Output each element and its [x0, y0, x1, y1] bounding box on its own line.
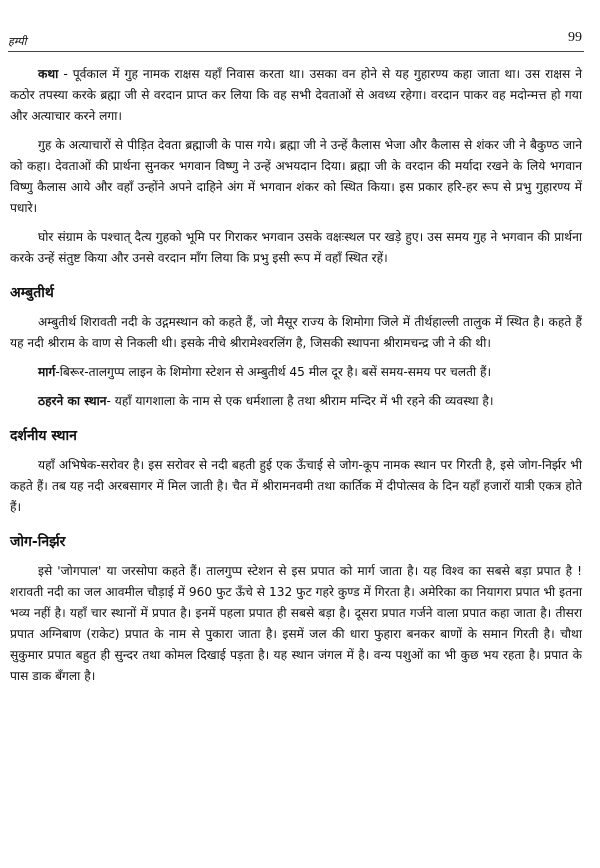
stay-text: - यहाँ यागशाला के नाम से एक धर्मशाला है तथा श्रीराम मन्दिर में भी रहने की व्यवस्था है। [106, 394, 494, 408]
jog-heading: जोग-निर्झर [10, 534, 66, 550]
running-title: हम्पी [8, 35, 27, 48]
header-rule [8, 51, 584, 52]
ambutirth-heading: अम्बुतीर्थ [10, 285, 54, 301]
jog-paragraph: इसे 'जोगपाल' या जरसोपा कहते हैं। तालगुप्प स्टेशन से इस प्रपात को मार्ग जाता है। यह विश्व का सबसे बड़ा प्रपात है ! शरावती नदी का जल आवमील चौड़ाई में 960 फुट ऊँचे से 132 फुट गहरे कुण्ड में गिरता है। अमेरिका का नियागरा प्रपात भी इतना भव्य नहीं है। यहाँ चार स्थानों में प्रपात है। इनमें पहला प्रपात ही सबसे बड़ा है। दूसरा प्रपात गर्जने वाला प्रपात कहा जाता है। तीसरा प्रपात अग्निबाण (राकेट) प्रपात के नाम से पुकारा जाता है। इसमें जल की धारा फुहारा बनकर बाणों के समान गिरती है। चौथा सुकुमार प्रपात बहुत ही सुन्दर तथा कोमल दिखाई पड़ता है। यह स्थान जंगल में है। वन्य पशुओं का भी कुछ भय रहता है। प्रपात के पास डाक बँगला है। [10, 564, 582, 683]
route-label: मार्ग [38, 365, 56, 379]
katha-paragraph-3: घोर संग्राम के पश्चात् दैत्य गुहको भूमि पर गिराकर भगवान उसके वक्षःस्थल पर खड़े हुए। उस समय गुह ने भगवान की प्रार्थना करके उन्हें संतुष्ट किया और उनसे वरदान माँग लिया कि प्रभु इसी रूप में वहाँ स्थित रहें। [10, 230, 582, 265]
katha-paragraph-1 [10, 64, 582, 127]
darshaniya-heading: दर्शनीय स्थान [10, 428, 77, 444]
darshaniya-paragraph: यहाँ अभिषेक-सरोवर है। इस सरोवर से नदी बहती हुई एक ऊँचाई से जोग-कूप नामक स्थान पर गिरती है, इसे जोग-निर्झर भी कहते हैं। तब यह नदी अरबसागर में मिल जाती है। चैत में श्रीरामनवमी तथा कार्तिक में दीपोत्सव के दिन यहाँ हजारों यात्री एकत्र होते हैं। [10, 458, 582, 514]
ambutirth-paragraph: अम्बुतीर्थ शिरावती नदी के उद्गमस्थान को कहते हैं, जो मैसूर राज्य के शिमोगा जिले में तीर्थहाल्ली तालुक में स्थित है। कहते हैं यह नदी श्रीराम के वाण से निकली थी। इसके नीचे श्रीरामेश्वरलिंग है, जिसकी स्थापना श्रीरामचन्द्र जी ने की थी। [10, 315, 582, 350]
stay-label: ठहरने का स्थान [38, 394, 107, 408]
route-paragraph [10, 362, 582, 383]
page-number: 99 [568, 30, 582, 45]
katha-text: - पूर्वकाल में गुह नामक राक्षस यहाँ निवास करता था। उसका वन होने से यह गुहारण्य कहा जाता था। उस राक्षस ने कठोर तपस्या करके ब्रह्मा जी से वरदान प्राप्त कर लिया कि वह सभी देवताओं से अवध्य रहेगा। वरदान पाकर वह मदोन्मत्त हो गया और अत्याचार करने लगा। [10, 67, 582, 123]
stay-paragraph [10, 391, 582, 412]
page-body [10, 64, 582, 695]
katha-label: कथा [38, 67, 59, 81]
route-text: -बिरूर-तालगुप्प लाइन के शिमोगा स्टेशन से अम्बुतीर्थ 45 मील दूर है। बसें समय-समय पर चलती हैं। [55, 365, 492, 379]
katha-paragraph-2: गुह के अत्याचारों से पीड़ित देवता ब्रह्माजी के पास गये। ब्रह्मा जी ने उन्हें कैलास भेजा और कैलास से शंकर जी ने बैकुण्ठ जाने को कहा। देवताओं की प्रार्थना सुनकर भगवान विष्णु ने उन्हें अभयदान दिया। ब्रह्मा जी के वरदान की मर्यादा रखने के लिये भगवान विष्णु कैलास आये और वहाँ उन्होंने अपने दाहिने अंग में भगवान शंकर को स्थित किया। इस प्रकार हरि-हर रूप से प्रभु गुहारण्य में पधारे। [10, 138, 582, 215]
